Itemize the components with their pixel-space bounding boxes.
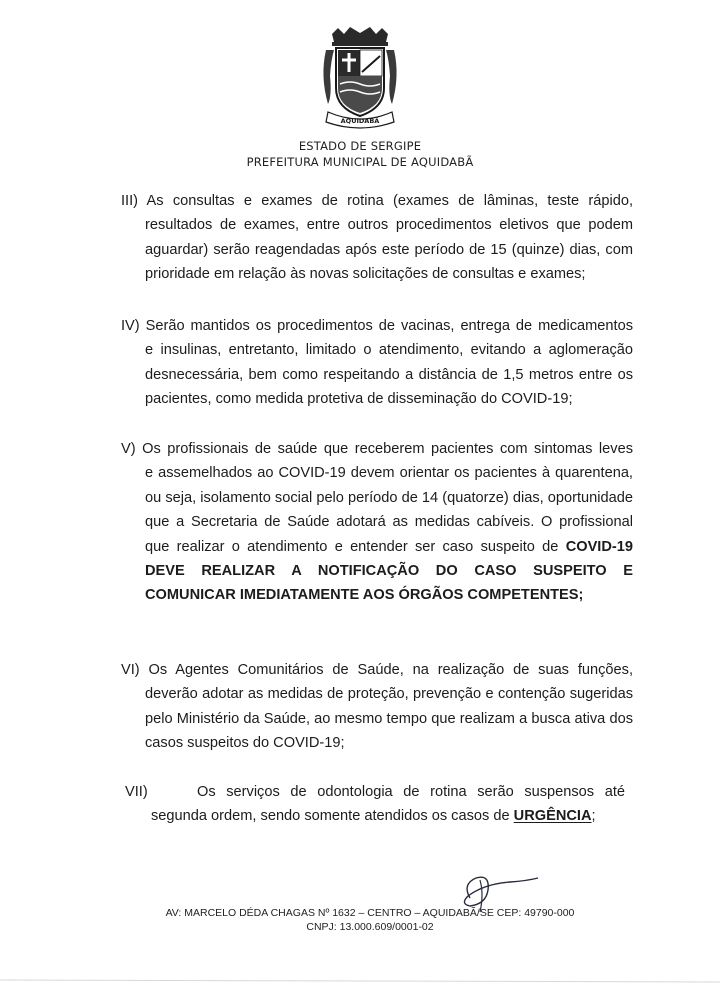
item-text — [125, 804, 625, 828]
letterhead — [0, 138, 720, 170]
coat-of-arms-icon — [318, 26, 402, 132]
item-text-body: e assemelhados ao COVID-19 devem orientar os pacientes à quarentena, ou seja, isolamento social pelo período de 14 (quatorze) dias, oportunidade que a Secretaria de Saúde adotará as medidas cabíveis. O profissional que realizar o atendimento e entender ser caso suspeito de — [145, 465, 633, 555]
footer-cnpj: CNPJ: 13.000.609/0001-02 — [306, 921, 434, 933]
item-number: III) — [121, 193, 139, 209]
item-text-line1: As consultas e exames de rotina (exames de lâminas, teste rápido, — [146, 193, 633, 209]
item-number: VII) — [125, 784, 148, 800]
item-iv — [121, 314, 633, 412]
item-text: e insulinas, entretanto, limitado o atendimento, evitando a aglomeração desnecessária, bem como respeitando a distância de 1,5 metros entre os pacientes, como medida protetiva de disseminação do COVID-19; — [145, 342, 633, 408]
item-number: IV) — [121, 318, 140, 334]
item-text-line1: Serão mantidos os procedimentos de vacinas, entrega de medicamentos — [145, 318, 633, 334]
item-vii — [125, 780, 625, 829]
item-text-bold: COVID-19 DEVE REALIZAR A NOTIFICAÇÃO DO CASO SUSPEITO E COMUNICAR IMEDIATAMENTE AOS ÓRGÃOS COMPETENTES; — [145, 538, 633, 604]
item-number: VI) — [121, 662, 140, 678]
footer — [0, 906, 720, 934]
footer-address: AV: MARCELO DÉDA CHAGAS Nº 1632 – CENTRO – AQUIDABÃ/SE CEP: 49790-000 — [165, 907, 575, 919]
item-iii — [121, 189, 633, 287]
item-text — [121, 461, 633, 607]
item-text-end: ; — [591, 808, 596, 825]
item-text: deverão adotar as medidas de proteção, prevenção e contenção sugeridas pelo Ministério da Saúde, ao mesmo tempo que realizam a busca ativa dos casos suspeitos do COVID-19; — [145, 686, 633, 752]
state-name: ESTADO DE SERGIPE — [298, 139, 422, 153]
item-text-line1: Os Agentes Comunitários de Saúde, na realização de suas funções, — [148, 662, 633, 678]
urgency-emphasis: URGÊNCIA — [513, 808, 592, 825]
item-vi — [121, 658, 633, 756]
item-text-body: segunda ordem, sendo somente atendidos os casos de — [151, 808, 510, 825]
item-text: resultados de exames, entre outros procedimentos eletivos que podem aguardar) serão reagendadas após este período de 15 (quinze) dias, com prioridade em relação às novas solicitações de consultas e exames; — [145, 217, 633, 283]
item-text-line1: Os serviços de odontologia de rotina serão suspensos até — [197, 784, 625, 800]
scan-artifact-line — [0, 976, 720, 986]
municipality-name: PREFEITURA MUNICIPAL DE AQUIDABÃ — [246, 155, 474, 169]
item-v — [121, 437, 633, 608]
item-number: V) — [121, 441, 136, 457]
item-text-line1: Os profissionais de saúde que receberem pacientes com sintomas leves — [142, 441, 633, 457]
svg-text:AQUIDABÃ: AQUIDABÃ — [340, 117, 380, 125]
